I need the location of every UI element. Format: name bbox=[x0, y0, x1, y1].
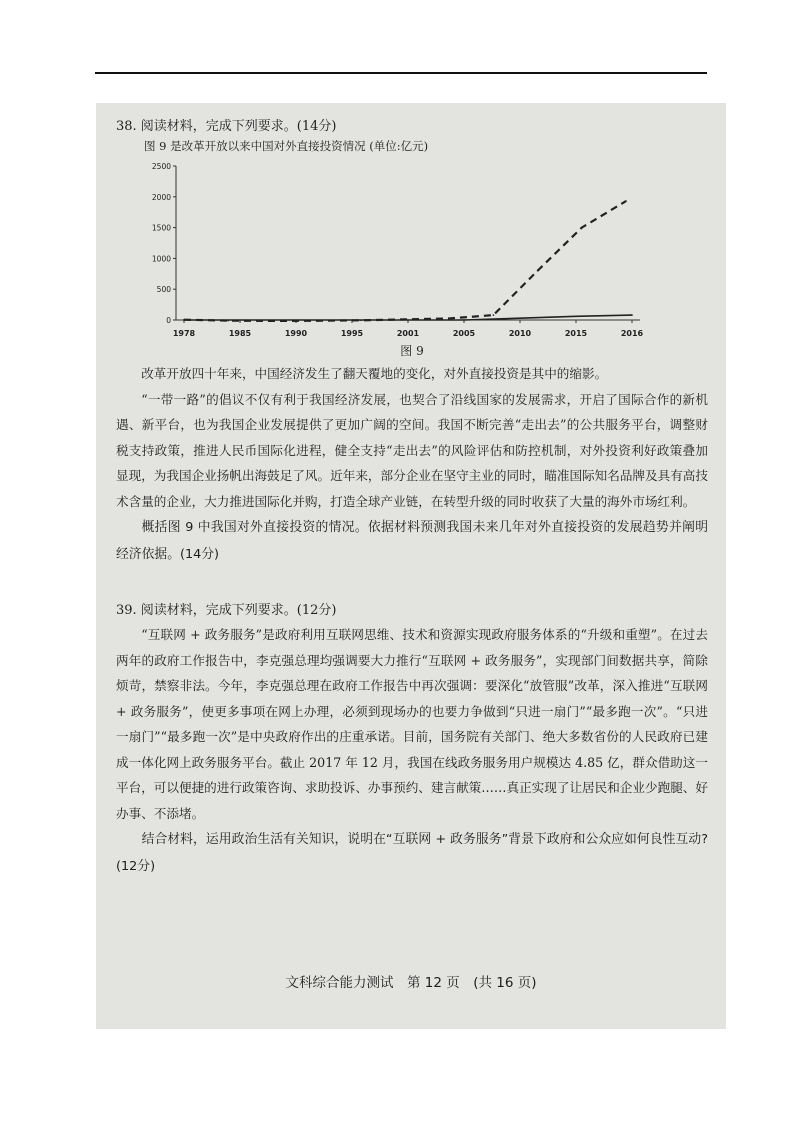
x-tick-label: 1990 bbox=[284, 329, 308, 338]
y-tick-label: 2500 bbox=[151, 162, 171, 171]
series-dashed-point bbox=[581, 227, 583, 229]
series-dashed-point bbox=[537, 270, 539, 272]
x-tick-label: 2005 bbox=[452, 329, 476, 338]
series-solid-point bbox=[631, 314, 633, 316]
chart-lines bbox=[183, 200, 633, 321]
figure-caption: 图 9 是改革开放以来中国对外直接投资情况 (单位:亿元) bbox=[144, 139, 429, 153]
y-tick-label: 0 bbox=[166, 316, 171, 325]
x-tick-label: 2010 bbox=[508, 329, 532, 338]
series-dashed-point bbox=[493, 314, 495, 316]
y-tick-label: 1000 bbox=[151, 254, 171, 264]
series-line-dashed bbox=[184, 201, 626, 321]
x-tick-label: 2016 bbox=[620, 329, 644, 338]
q39-question: 结合材料，运用政治生活有关知识，说明在“互联网 + 政务服务”背景下政府和公众应如何良性互动?(12分) bbox=[116, 832, 708, 874]
question-38 bbox=[116, 115, 708, 568]
series-dashed-point bbox=[360, 320, 362, 322]
top-rule bbox=[95, 72, 707, 74]
x-axis bbox=[173, 320, 644, 338]
question-39 bbox=[116, 599, 708, 880]
series-dashed-point bbox=[404, 319, 406, 321]
x-tick-label: 2015 bbox=[564, 329, 588, 338]
q38-header: 38. 阅读材料，完成下列要求。(14分) bbox=[116, 119, 337, 134]
page-footer: 文科综合能力测试 第 12 页 (共 16 页) bbox=[285, 975, 537, 991]
y-tick-label: 1500 bbox=[151, 223, 171, 233]
series-dashed-point bbox=[316, 320, 318, 322]
q39-material bbox=[116, 622, 708, 880]
series-solid-point bbox=[519, 317, 521, 319]
series-dashed-point bbox=[183, 319, 185, 321]
y-tick-label: 500 bbox=[156, 285, 171, 295]
x-tick-label: 1985 bbox=[228, 329, 252, 338]
q38-paragraph-2: “一带一路”的倡议不仅有利于我国经济发展，也契合了沿线国家的发展需求，开启了国际合作的新机遇、新平台，也为我国企业发展提供了更加广阔的空间。我国不断完善“走出去”的公共服务平台，调整财税支持政策，推进人民币国际化进程，健全支持“走出去”的风险评估和防控机制，对外投资利好政策叠加显现，为我国企业扬帆出海鼓足了风。近年来，部分企业在坚守主业的同时，瞄准国际知名品牌及具有高技术含量的企业，大力推进国际化并购，打造全球产业链，在转型升级的同时收获了大量的海外市场红利。 bbox=[116, 391, 708, 509]
q39-paragraph-1: “互联网 + 政务服务”是政府利用互联网思维、技术和资源实现政府服务体系的“升级和重塑”。在过去两年的政府工作报告中，李克强总理均强调要大力推行“互联网 + 政务服务”，实现部门间数据共享，简除烦苛，禁察非法。今年，李克强总理在政府工作报告中再次强调：要深化“放管服”改革，深入推进“互联网 + 政务服务”，使更多事项在网上办理，必须到现场办的也要力争做到“只进一扇门”“最多跑一次”。“只进一扇门”“最多跑一次”是中央政府作出的庄重承诺。目前，国务院有关部门、绝大多数省份的人民政府已建成一体化网上政务服务平台。截止 2017 年 12 月，我国在线政务服务用户规模达 4.85 亿，群众借助这一平台，可以便捷的进行政策咨询、求助投诉、办事预约、建言献策……真正实现了让居民和企业少跑腿、好办事、不添堵。 bbox=[116, 627, 708, 821]
q38-paragraph-1: 改革开放四十年来，中国经济发生了翻天覆地的变化，对外直接投资是其中的缩影。 bbox=[141, 366, 608, 381]
figure-label: 图 9 bbox=[400, 344, 424, 358]
x-tick-label: 1978 bbox=[172, 329, 196, 338]
investment-line-chart bbox=[140, 158, 660, 344]
exam-page bbox=[96, 103, 726, 1029]
q38-question: 概括图 9 中我国对外直接投资的情况。依据材料预测我国未来几年对外直接投资的发展趋势并阐明经济依据。(14分) bbox=[116, 520, 708, 562]
series-dashed-point bbox=[448, 318, 450, 320]
x-tick-label: 1995 bbox=[340, 329, 364, 338]
series-solid-point bbox=[407, 319, 409, 321]
y-axis bbox=[152, 162, 176, 325]
x-tick-label: 2001 bbox=[396, 329, 420, 338]
series-solid-point bbox=[239, 319, 241, 321]
q38-material bbox=[116, 361, 708, 568]
q39-header: 39. 阅读材料，完成下列要求。(12分) bbox=[116, 603, 337, 618]
series-solid-point bbox=[463, 319, 465, 321]
series-dashed-point bbox=[625, 200, 627, 202]
y-tick-label: 2000 bbox=[151, 192, 171, 202]
series-dashed-point bbox=[227, 320, 229, 322]
series-dashed-point bbox=[272, 320, 274, 322]
series-solid-point bbox=[575, 316, 577, 318]
